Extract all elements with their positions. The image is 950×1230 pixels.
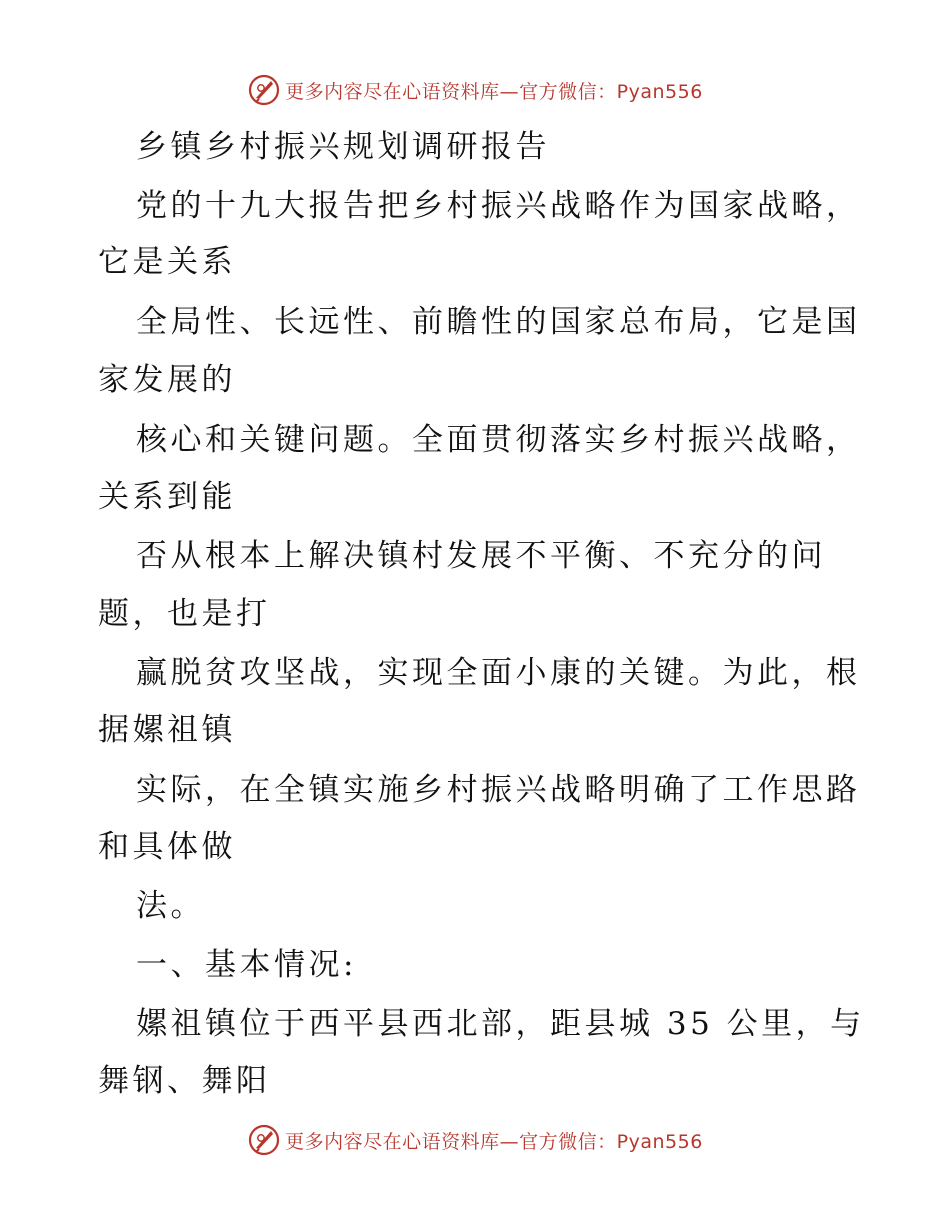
text-line: 据嫘祖镇	[98, 712, 236, 748]
text-line: 关系到能	[98, 479, 236, 515]
text-line: 题，也是打	[98, 596, 271, 632]
text-line: 实际，在全镇实施乡村振兴战略明确了工作思路	[136, 772, 861, 808]
text-line: 全局性、长远性、前瞻性的国家总布局，它是国	[136, 304, 861, 340]
text-line: 否从根本上解决镇村发展不平衡、不充分的问	[136, 538, 826, 574]
footer-watermark	[0, 1120, 950, 1160]
document-title: 乡镇乡村振兴规划调研报告	[136, 129, 550, 165]
text-line: 嫘祖镇位于西平县西北部，距县城 35 公里，与	[136, 1006, 865, 1042]
watermark-text: 更多内容尽在心语资料库—官方微信：Pyan556	[285, 80, 703, 103]
text-line: 党的十九大报告把乡村振兴战略作为国家战略，	[136, 188, 861, 224]
section-heading: 一、基本情况:	[136, 947, 357, 983]
header-watermark	[0, 70, 950, 110]
text-line: 和具体做	[98, 829, 236, 865]
text-line: 法。	[136, 888, 205, 924]
quill-logo-icon	[247, 1123, 281, 1157]
text-line: 家发展的	[98, 362, 236, 398]
quill-logo-icon	[247, 73, 281, 107]
watermark-text: 更多内容尽在心语资料库—官方微信：Pyan556	[285, 1130, 703, 1153]
text-line: 舞钢、舞阳	[98, 1063, 271, 1099]
text-line: 核心和关键问题。全面贯彻落实乡村振兴战略，	[136, 422, 861, 458]
text-line: 它是关系	[98, 244, 236, 280]
text-line: 赢脱贫攻坚战，实现全面小康的关键。为此，根	[136, 655, 861, 691]
